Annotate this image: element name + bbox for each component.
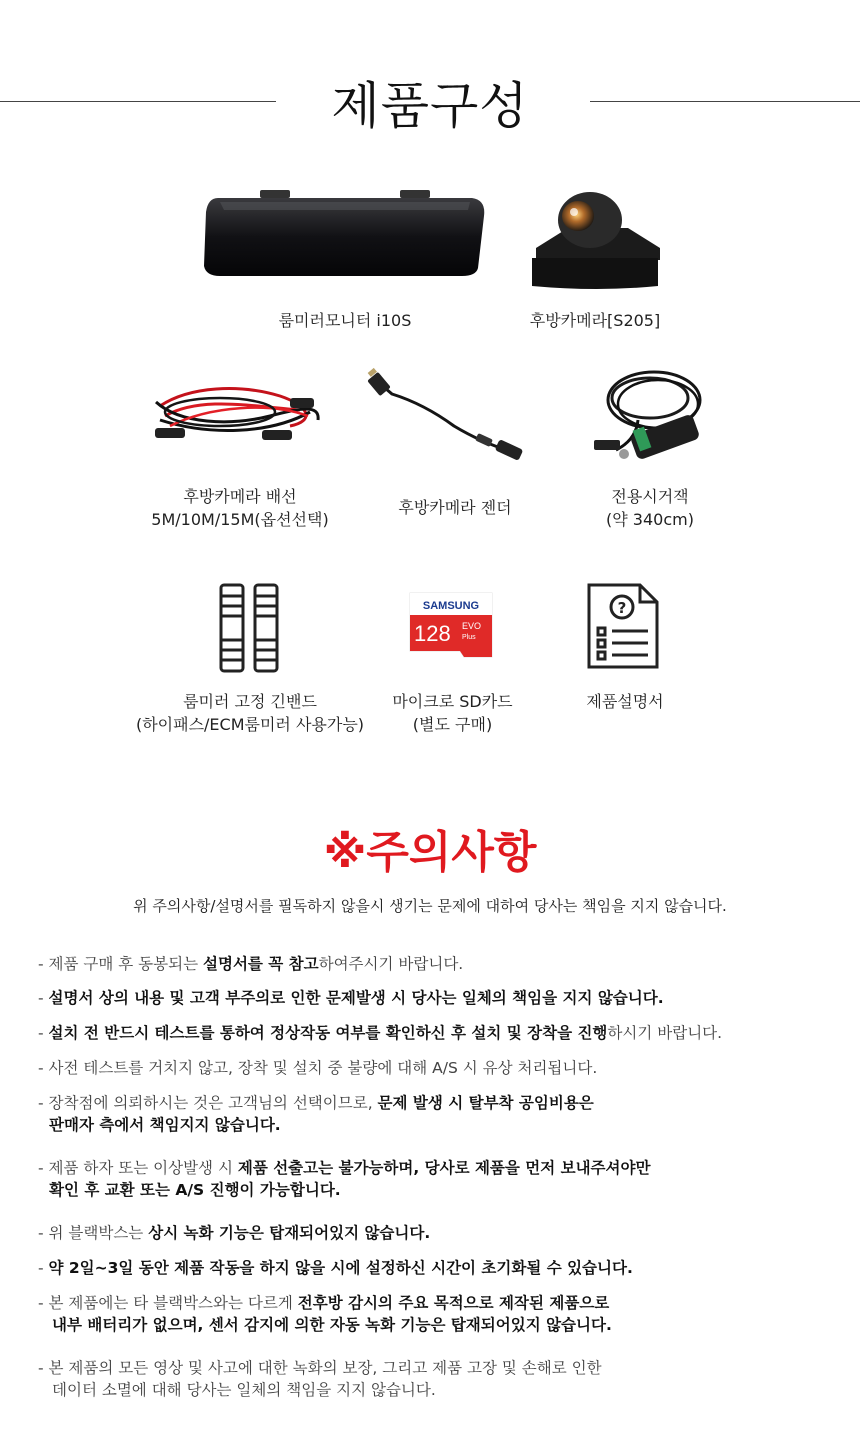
note-8: - 약 2일~3일 동안 제품 작동을 하지 않을 시에 설정하신 시간이 초기화될 수 있습니다. [38, 1259, 633, 1277]
label-rear-camera-cable-line2: 5M/10M/15M(옵션선택) [151, 510, 329, 529]
rear-camera-image [528, 188, 662, 292]
note-7: - 위 블랙박스는 상시 녹화 기능은 탑재되어있지 않습니다. [38, 1224, 431, 1242]
caution-subtitle: 위 주의사항/설명서를 필독하지 않을시 생기는 문제에 대하여 당사는 책임을 지지 않습니다. [133, 897, 727, 915]
sd-plus-text: Plus [462, 634, 476, 641]
note-2: - 설명서 상의 내용 및 고객 부주의로 인한 문제발생 시 당사는 일체의 책임을 지지 않습니다. [38, 989, 664, 1007]
mirror-monitor-image [200, 188, 490, 280]
label-rear-camera-cable [130, 485, 350, 531]
label-cigar-jack-line2: (약 340cm) [606, 510, 694, 529]
note-6: - 제품 하자 또는 이상발생 시 제품 선출고는 불가능하며, 당사로 제품을 먼저 보내주셔야만 확인 후 교환 또는 A/S 진행이 가능합니다. [38, 1159, 651, 1199]
note-4: - 사전 테스트를 거치지 않고, 장착 및 설치 중 불량에 대해 A/S 시 유상 처리됩니다. [38, 1059, 598, 1077]
long-band-icon [218, 582, 280, 674]
sd-evo-text: EVO [462, 621, 482, 631]
note-9: - 본 제품에는 타 블랙박스와는 다르게 전후방 감시의 주요 목적으로 제작된 제품으로 내부 배터리가 없으며, 센서 감지에 의한 자동 녹화 기능은 탑재되어있지 않습니다. [38, 1294, 612, 1334]
label-cigar-jack-line1: 전용시거잭 [611, 487, 689, 506]
cigar-jack-image [586, 360, 714, 470]
label-rear-camera-cable-line1: 후방카메라 배선 [183, 487, 297, 506]
caution-title: ※주의사항 [323, 827, 537, 878]
label-long-band-line1: 룸미러 고정 긴밴드 [183, 692, 317, 711]
label-rear-camera-gender: 후방카메라 젠더 [398, 498, 512, 517]
section-title: 제품구성 [331, 77, 529, 135]
label-long-band [110, 690, 390, 736]
label-mirror-monitor: 룸미러모니터 i10S [278, 311, 412, 330]
sd-capacity-text: 128 [414, 621, 451, 646]
sd-brand-text: SAMSUNG [422, 600, 480, 612]
label-sd-card-line2: (별도 구매) [412, 715, 493, 734]
rear-camera-gender-image [364, 364, 539, 468]
label-sd-card [370, 690, 535, 736]
note-3: - 설치 전 반드시 테스트를 통하여 정상작동 여부를 확인하신 후 설치 및 장착을 진행하시기 바랍니다. [38, 1024, 723, 1042]
sd-card-image [406, 591, 496, 661]
label-sd-card-line1: 마이크로 SD카드 [392, 692, 513, 711]
rear-camera-cable-image [150, 376, 325, 456]
label-cigar-jack [570, 485, 730, 531]
note-10: - 본 제품의 모든 영상 및 사고에 대한 녹화의 보장, 그리고 제품 고장 및 손해로 인한 데이터 소멸에 대해 당사는 일체의 책임을 지지 않습니다. [38, 1359, 602, 1399]
manual-document-icon [586, 582, 660, 670]
label-rear-camera: 후방카메라[S205] [529, 311, 661, 330]
note-5: - 장착점에 의뢰하시는 것은 고객님의 선택이므로, 문제 발생 시 탈부착 공임비용은 판매자 측에서 책임지지 않습니다. [38, 1094, 594, 1134]
label-manual: 제품설명서 [586, 692, 664, 711]
svg-text:?: ? [617, 599, 627, 617]
note-1: - 제품 구매 후 동봉되는 설명서를 꼭 참고하여주시기 바랍니다. [38, 955, 464, 973]
label-long-band-line2: (하이패스/ECM룸미러 사용가능) [135, 715, 365, 734]
